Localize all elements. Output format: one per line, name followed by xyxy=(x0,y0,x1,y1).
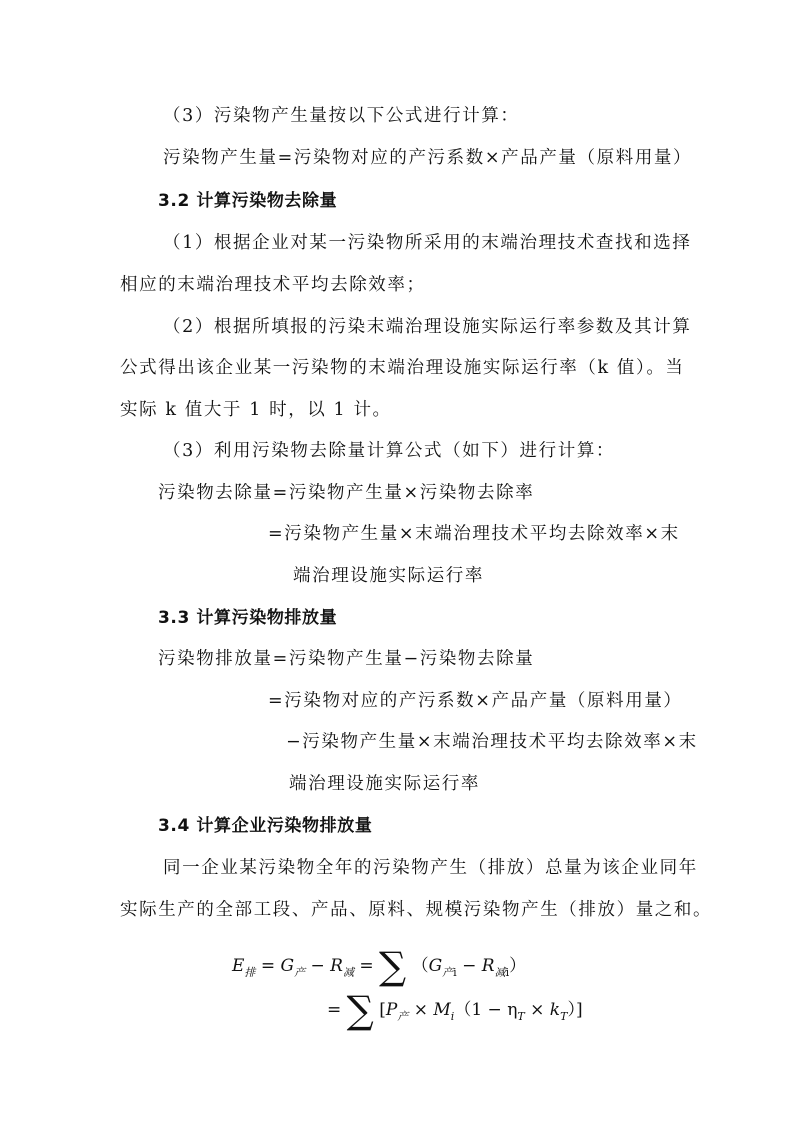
paragraph-line: （1）根据企业对某一污染物所采用的末端治理技术查找和选择 xyxy=(163,233,692,253)
paragraph-line: （2）根据所填报的污染末端治理设施实际运行率参数及其计算 xyxy=(163,317,692,337)
formula-line: 污染物去除量=污染物产生量×污染物去除率 xyxy=(158,483,535,503)
paren-close: ） xyxy=(567,1000,576,1020)
subscript-index: i xyxy=(505,966,510,979)
bracket-close: ] xyxy=(575,1000,583,1020)
symbol-r: R xyxy=(330,956,343,976)
paragraph-line: 污染物产生量=污染物对应的产污系数×产品产量（原料用量） xyxy=(163,148,693,168)
subscript-index: i xyxy=(450,1010,455,1023)
summation-symbol: ∑ xyxy=(379,944,407,988)
subscript: 产 xyxy=(442,966,454,979)
section-heading-3-3: 3.3 计算污染物排放量 xyxy=(158,608,338,628)
paren-close: ） xyxy=(509,956,527,976)
paragraph-line: 实际生产的全部工段、产品、原料、规模污染物产生（排放）量之和。 xyxy=(120,900,713,920)
paragraph-line: 相应的末端治理技术平均去除效率； xyxy=(120,275,426,295)
subscript-t: T xyxy=(560,1010,568,1023)
formula-line: 污染物排放量=污染物产生量−污染物去除量 xyxy=(158,649,535,669)
subscript: 产 xyxy=(397,1010,409,1023)
symbol-k: k xyxy=(549,1000,561,1020)
paragraph-line: （3）污染物产生量按以下公式进行计算： xyxy=(163,106,520,126)
subscript: 排 xyxy=(244,966,256,979)
equals-sign: = xyxy=(327,1000,342,1020)
symbol-r: R xyxy=(481,956,495,976)
equals-sign: = xyxy=(359,956,374,976)
formula-line: 端治理设施实际运行率 xyxy=(289,774,480,794)
times-sign: × xyxy=(413,1000,428,1020)
paragraph-line: （3）利用污染物去除量计算公式（如下）进行计算： xyxy=(163,441,616,461)
summation-symbol: ∑ xyxy=(346,988,374,1032)
minus-sign: − xyxy=(462,956,477,976)
paren-open: （ xyxy=(454,1000,472,1020)
minus-sign: − xyxy=(310,956,325,976)
formula-line: =污染物对应的产污系数×产品产量（原料用量） xyxy=(268,691,683,711)
subscript: 减 xyxy=(342,966,354,979)
symbol-g: G xyxy=(280,956,295,976)
subscript: 减 xyxy=(494,966,506,979)
section-heading-3-4: 3.4 计算企业污染物排放量 xyxy=(158,816,373,836)
formula-line: 端治理设施实际运行率 xyxy=(293,566,484,586)
equation-line-1 xyxy=(232,943,527,988)
number-one: 1 xyxy=(471,1000,483,1020)
symbol-g: G xyxy=(428,956,443,976)
minus-sign: − xyxy=(487,1000,502,1020)
subscript-index: i xyxy=(453,966,457,979)
symbol-m: M xyxy=(433,1000,451,1020)
symbol-p: P xyxy=(385,1000,398,1020)
paragraph-line: 同一企业某污染物全年的污染物产生（排放）总量为该企业同年 xyxy=(163,858,698,878)
symbol-e: E xyxy=(232,956,245,976)
paren-open: （ xyxy=(411,956,429,976)
paragraph-line: 公式得出该企业某一污染物的末端治理设施实际运行率（k 值）。当 xyxy=(120,358,685,378)
equals-sign: = xyxy=(260,956,276,976)
subscript-t: T xyxy=(517,1010,525,1023)
symbol-eta: η xyxy=(507,1000,518,1020)
equation-line-2 xyxy=(327,987,583,1032)
formula-line: −污染物产生量×末端治理技术平均去除效率×末 xyxy=(286,732,698,752)
subscript: 产 xyxy=(294,966,306,979)
formula-line: =污染物产生量×末端治理技术平均去除效率×末 xyxy=(268,524,680,544)
paragraph-line: 实际 k 值大于 1 时，以 1 计。 xyxy=(120,400,392,420)
bracket-open: [ xyxy=(379,1000,386,1020)
times-sign: × xyxy=(530,1000,545,1020)
section-heading-3-2: 3.2 计算污染物去除量 xyxy=(158,191,338,211)
